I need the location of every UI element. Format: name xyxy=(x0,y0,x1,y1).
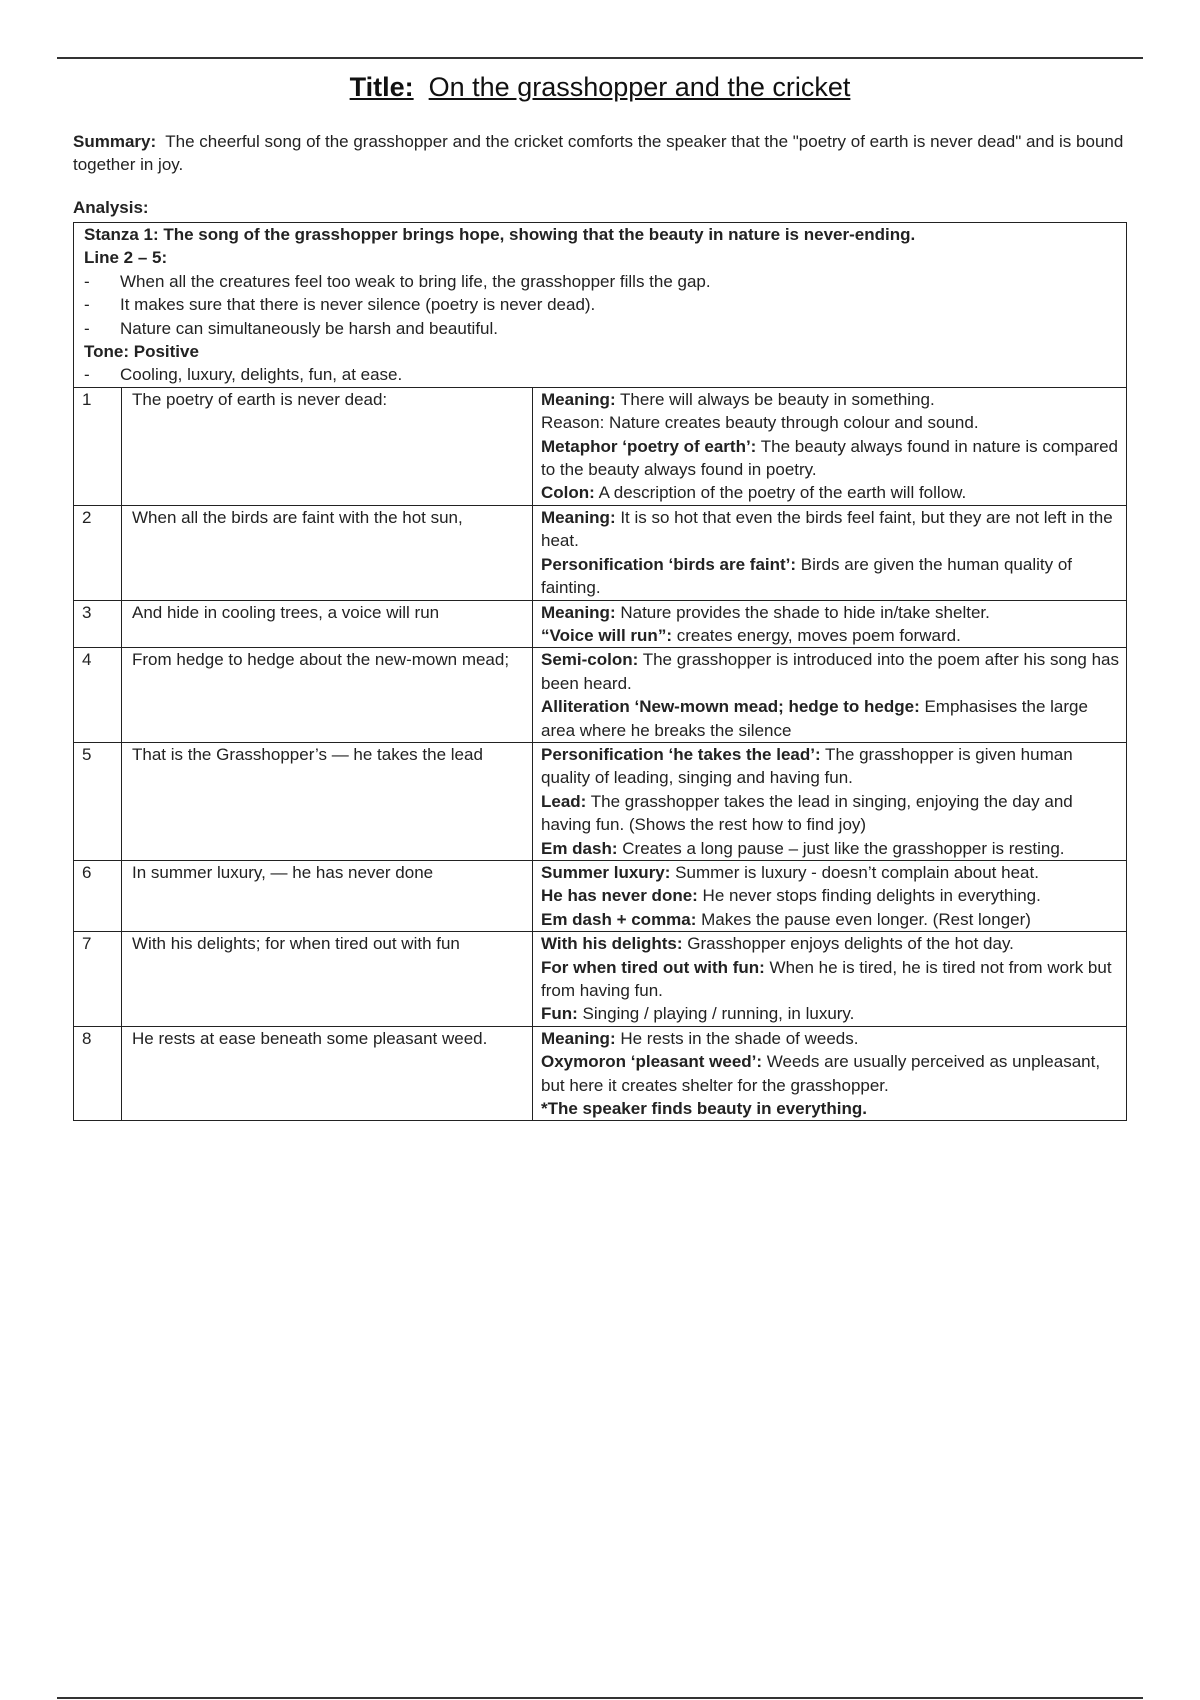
bullet: - When all the creatures feel too weak to bring life, the grasshopper fills the gap. xyxy=(84,271,711,291)
note-label: Personification ‘he takes the lead’: xyxy=(541,744,821,764)
note-text: It is so hot that even the birds feel faint, but they are not left in the heat. xyxy=(541,507,1113,551)
tone-label: Tone: Positive xyxy=(84,342,199,362)
note-text: Reason: Nature creates beauty through colour and sound. xyxy=(541,413,979,433)
note-text: Birds are given the human quality of fainting. xyxy=(541,554,1072,598)
note xyxy=(541,648,1122,695)
analysis-notes xyxy=(533,932,1127,1027)
table-row xyxy=(74,932,1127,1027)
stanza-intro-cell xyxy=(74,223,1127,388)
line-number: 2 xyxy=(74,505,122,600)
table-row xyxy=(74,742,1127,860)
analysis-label: Analysis: xyxy=(73,198,149,217)
note-text: Nature provides the shade to hide in/take shelter. xyxy=(615,602,990,622)
note-text: Singing / playing / running, in luxury. xyxy=(577,1004,855,1024)
note-label: With his delights: xyxy=(541,934,683,954)
note xyxy=(541,1097,1122,1120)
note-text: The beauty always found in nature is compared to the beauty always found in poetry. xyxy=(541,436,1118,480)
note-label: Meaning: xyxy=(541,507,616,527)
analysis-notes xyxy=(533,505,1127,600)
note-label: Meaning: xyxy=(541,1028,616,1048)
note xyxy=(541,1002,1122,1025)
analysis-notes xyxy=(533,860,1127,931)
note-label: Em dash + comma: xyxy=(541,909,697,929)
analysis-notes xyxy=(533,1026,1127,1121)
table-row xyxy=(74,387,1127,505)
poem-line: The poetry of earth is never dead: xyxy=(122,387,533,505)
note-label: Meaning: xyxy=(541,602,616,622)
stanza-intro-row xyxy=(74,223,1127,388)
table-row xyxy=(74,505,1127,600)
poem-line: And hide in cooling trees, a voice will run xyxy=(122,600,533,648)
analysis-notes xyxy=(533,600,1127,648)
table-row xyxy=(74,600,1127,648)
bullet: - Nature can simultaneously be harsh and beautiful. xyxy=(84,318,499,338)
note xyxy=(541,861,1122,884)
note-text: The grasshopper is given human quality of leading, singing and having fun. xyxy=(541,744,1073,788)
note-text: Grasshopper enjoys delights of the hot day. xyxy=(682,934,1014,954)
poem-line: When all the birds are faint with the hot sun, xyxy=(122,505,533,600)
note-label: Semi-colon: xyxy=(541,650,639,670)
note-text: Makes the pause even longer. (Rest longer) xyxy=(696,909,1031,929)
note xyxy=(541,908,1122,931)
table-row xyxy=(74,1026,1127,1121)
line-number: 7 xyxy=(74,932,122,1027)
note-text: There will always be beauty in something. xyxy=(615,389,935,409)
note xyxy=(541,411,1122,434)
poem-line: He rests at ease beneath some pleasant weed. xyxy=(122,1026,533,1121)
note xyxy=(541,1027,1122,1050)
poem-line: In summer luxury, — he has never done xyxy=(122,860,533,931)
note-text: A description of the poetry of the earth will follow. xyxy=(594,483,967,503)
bottom-rule xyxy=(57,1697,1143,1699)
note-text: When he is tired, he is tired not from work but from having fun. xyxy=(541,957,1112,1000)
note-text: Creates a long pause – just like the grasshopper is resting. xyxy=(617,838,1065,858)
page-title xyxy=(0,72,1200,103)
note xyxy=(541,553,1122,600)
note-label: *The speaker finds beauty in everything. xyxy=(541,1099,867,1119)
note-label: Summer luxury: xyxy=(541,862,671,882)
note xyxy=(541,601,1122,624)
note xyxy=(541,837,1122,860)
note-label: Colon: xyxy=(541,483,595,503)
note xyxy=(541,435,1122,482)
note-text: He rests in the shade of weeds. xyxy=(615,1028,859,1048)
line-number: 6 xyxy=(74,860,122,931)
note xyxy=(541,624,1122,647)
note-text: Emphasises the large area where he breaks the silence xyxy=(541,697,1088,740)
note-text: He never stops finding delights in everything. xyxy=(697,886,1041,906)
note-label: He has never done: xyxy=(541,886,698,906)
note xyxy=(541,743,1122,790)
note-label: Em dash: xyxy=(541,838,618,858)
note-text: The grasshopper takes the lead in singing, enjoying the day and having fun. (Shows the rest how to find joy) xyxy=(541,791,1073,835)
line-number: 5 xyxy=(74,742,122,860)
summary-label: Summary: xyxy=(73,132,157,151)
note xyxy=(541,481,1122,504)
note-label: Meaning: xyxy=(541,389,616,409)
line-number: 1 xyxy=(74,387,122,505)
note xyxy=(541,506,1122,553)
note-label: Metaphor ‘poetry of earth’: xyxy=(541,436,757,456)
tone-bullet: - Cooling, luxury, delights, fun, at ease. xyxy=(84,365,403,385)
note-label: Oxymoron ‘pleasant weed’: xyxy=(541,1052,763,1072)
line-number: 3 xyxy=(74,600,122,648)
table-row xyxy=(74,860,1127,931)
line-number: 8 xyxy=(74,1026,122,1121)
bullet: - It makes sure that there is never silence (poetry is never dead). xyxy=(84,295,596,315)
analysis-table xyxy=(73,222,1127,1121)
analysis-notes xyxy=(533,387,1127,505)
note-label: Fun: xyxy=(541,1004,578,1024)
top-rule xyxy=(57,57,1143,59)
stanza-heading: Stanza 1: The song of the grasshopper brings hope, showing that the beauty in nature is never-ending. xyxy=(84,225,916,244)
note-label: Lead: xyxy=(541,791,587,811)
note xyxy=(541,956,1122,1003)
note xyxy=(541,388,1122,411)
note-label: Personification ‘birds are faint’: xyxy=(541,554,797,574)
note-text: Summer is luxury - doesn’t complain about heat. xyxy=(670,862,1039,882)
summary xyxy=(73,130,1133,176)
summary-text: The cheerful song of the grasshopper and the cricket comforts the speaker that the "poetry of earth is never dead" and is bound together in joy. xyxy=(73,132,1124,174)
note xyxy=(541,932,1122,955)
note-label: “Voice will run”: xyxy=(541,625,672,645)
analysis-notes xyxy=(533,742,1127,860)
note xyxy=(541,695,1122,742)
analysis-notes xyxy=(533,648,1127,743)
note-text: The grasshopper is introduced into the poem after his song has been heard. xyxy=(541,650,1119,693)
note xyxy=(541,884,1122,907)
note xyxy=(541,1050,1122,1097)
line-number: 4 xyxy=(74,648,122,743)
note-text: Weeds are usually perceived as unpleasant, but here it creates shelter for the grasshopper. xyxy=(541,1052,1101,1095)
title-label: Title: xyxy=(349,72,414,102)
poem-line: That is the Grasshopper’s — he takes the lead xyxy=(122,742,533,860)
note-label: For when tired out with fun: xyxy=(541,957,765,977)
note-text: creates energy, moves poem forward. xyxy=(671,625,961,645)
note xyxy=(541,790,1122,837)
title-text: On the grasshopper and the cricket xyxy=(428,72,851,102)
poem-line: From hedge to hedge about the new-mown mead; xyxy=(122,648,533,743)
lines-label: Line 2 – 5: xyxy=(84,248,168,268)
note-label: Alliteration ‘New-mown mead; hedge to hedge: xyxy=(541,697,920,717)
table-row xyxy=(74,648,1127,743)
poem-line: With his delights; for when tired out with fun xyxy=(122,932,533,1027)
